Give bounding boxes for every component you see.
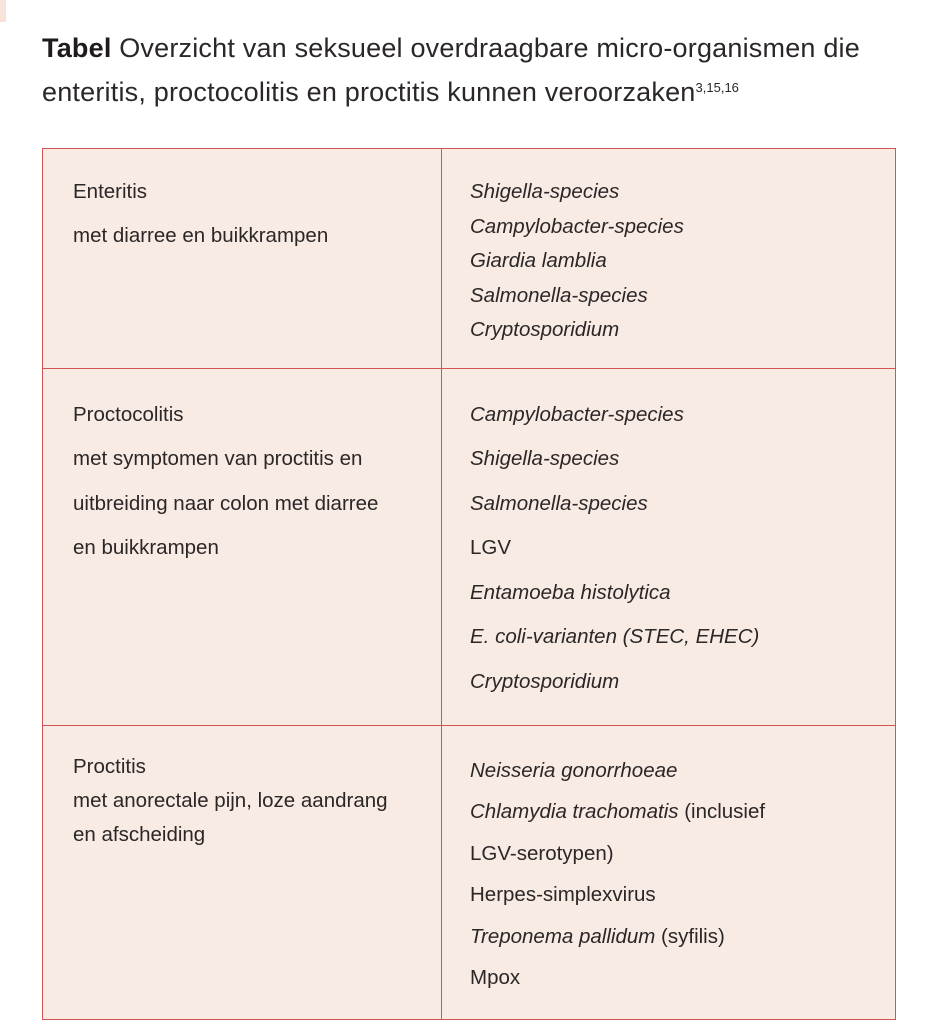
- organism-item: [470, 791, 875, 833]
- organism-item: [470, 916, 875, 958]
- organism-text: LGV-serotypen): [470, 841, 614, 865]
- organism-text: Mpox: [470, 966, 521, 990]
- condition-name: Proctocolitis: [73, 402, 184, 426]
- table-caption: [42, 26, 902, 114]
- organism-text: Herpes-simplexvirus: [470, 883, 656, 907]
- table-row-proctocolitis: [43, 368, 896, 725]
- organism-item: [470, 437, 875, 482]
- organism-name-italic: Cryptosporidium: [470, 318, 620, 341]
- organism-item: [470, 393, 875, 438]
- condition-cell: [43, 725, 442, 1019]
- organism-name-italic: Shigella-species: [470, 180, 620, 203]
- caption-text: Overzicht van seksueel overdraagbare micro-organismen die enteritis, proctocolitis en proctitis kunnen veroorzaken: [42, 33, 860, 107]
- corner-accent: [0, 0, 6, 22]
- organism-name-italic: Salmonella-species: [470, 283, 648, 307]
- organism-name-italic: Shigella-species: [470, 447, 620, 471]
- organism-item: [470, 244, 875, 279]
- organism-text: (syfilis): [655, 924, 725, 948]
- organism-text: LGV: [470, 536, 512, 560]
- organism-item: [470, 210, 875, 245]
- organism-name-italic: E. coli-varianten (STEC, EHEC): [470, 625, 760, 649]
- organism-item: [470, 750, 875, 792]
- organism-text: (inclusief: [678, 800, 766, 824]
- organism-item: [470, 482, 875, 527]
- caption-label: Tabel: [42, 33, 112, 63]
- organism-name-italic: Entamoeba histolytica: [470, 580, 671, 604]
- organisms-cell: [442, 149, 896, 369]
- organism-item: [470, 957, 875, 999]
- organism-name-italic: Campylobacter-species: [470, 402, 684, 426]
- condition-description-line: met diarree en buikkrampen: [73, 223, 329, 247]
- organism-name-italic: Treponema pallidum: [470, 924, 656, 948]
- organism-item: [470, 571, 875, 616]
- condition-cell: [43, 149, 442, 369]
- condition-name: Proctitis: [73, 754, 146, 778]
- organism-item: [470, 313, 875, 348]
- organism-name-italic: Salmonella-species: [470, 491, 648, 515]
- condition-description-line: met anorectale pijn, loze aandrang: [73, 788, 388, 812]
- table-row-enteritis: [43, 149, 896, 369]
- condition-cell: [43, 368, 442, 725]
- organism-name-italic: Chlamydia trachomatis: [470, 800, 679, 824]
- organisms-cell: [442, 725, 896, 1019]
- organism-item: [470, 660, 875, 705]
- condition-description-line: met symptomen van proctitis en: [73, 447, 363, 471]
- condition-description-line: en buikkrampen: [73, 536, 219, 560]
- microorganisms-table: [42, 148, 896, 1020]
- organism-item: [470, 526, 875, 571]
- organism-name-italic: Giardia lamblia: [470, 249, 607, 272]
- organisms-cell: [442, 368, 896, 725]
- caption-references: 3,15,16: [695, 80, 739, 95]
- organism-item: [470, 615, 875, 660]
- organism-item: [470, 279, 875, 314]
- organism-item: [470, 874, 875, 916]
- condition-description-line: uitbreiding naar colon met diarree: [73, 491, 379, 515]
- table-row-proctitis: [43, 725, 896, 1019]
- organism-item: [470, 175, 875, 210]
- condition-description-line: en afscheiding: [73, 822, 206, 846]
- organism-name-italic: Neisseria gonorrhoeae: [470, 758, 678, 782]
- condition-name: Enteritis: [73, 180, 148, 203]
- organism-name-italic: Cryptosporidium: [470, 670, 620, 694]
- organism-name-italic: Campylobacter-species: [470, 214, 684, 238]
- organism-item: [470, 833, 875, 875]
